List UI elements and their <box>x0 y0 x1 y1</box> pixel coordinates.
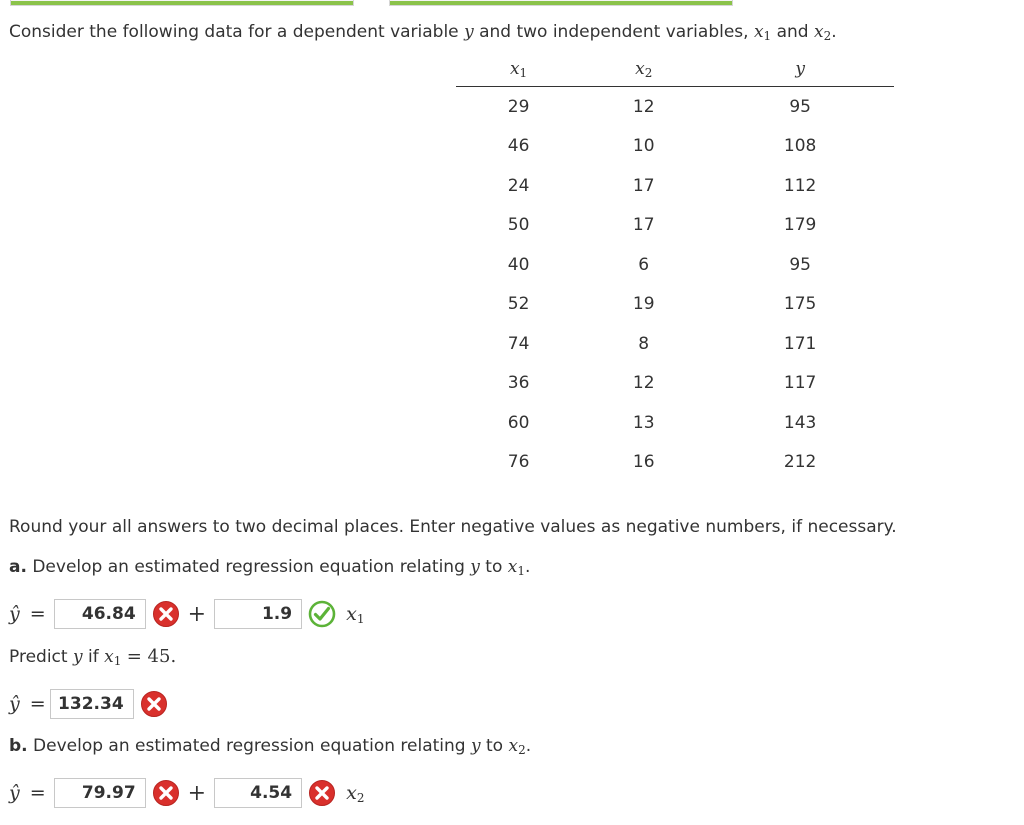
part-b-term-variable: x2 <box>346 782 365 805</box>
yhat-symbol: ŷ <box>9 693 20 715</box>
part-a-intercept-input[interactable]: 46.84 <box>54 599 146 629</box>
table-row: 52 19 175 <box>507 294 817 315</box>
part-a-slope-input[interactable]: 1.9 <box>214 599 302 629</box>
part-b-equation <box>9 777 364 809</box>
incorrect-icon <box>308 779 336 807</box>
header-x2: x2 <box>581 52 706 87</box>
equals-sign: = <box>29 693 46 715</box>
table-row: 24 17 112 <box>507 175 817 196</box>
tab-progress-bar <box>11 1 353 5</box>
table-row: 60 13 143 <box>507 412 817 433</box>
incorrect-icon <box>140 690 168 718</box>
predict-prompt: Predict y if x1 = 45. <box>9 646 177 668</box>
correct-check-icon <box>308 600 336 628</box>
plus-sign: + <box>187 601 207 627</box>
part-b-intercept-input[interactable]: 79.97 <box>54 778 146 808</box>
equals-sign: = <box>29 782 46 804</box>
tab-progress-bar <box>390 1 732 5</box>
part-a-prompt: a. Develop an estimated regression equation relating y to x1. <box>9 557 531 578</box>
table-row: 36 12 117 <box>507 373 817 394</box>
table-row: 50 17 179 <box>507 215 817 236</box>
table-row: 40 6 95 <box>507 254 811 275</box>
yhat-symbol: ŷ <box>9 782 20 804</box>
prediction-input[interactable]: 132.34 <box>50 689 134 719</box>
plus-sign: + <box>187 780 207 806</box>
equals-sign: = <box>29 603 46 625</box>
table-row: 76 16 212 <box>507 452 817 473</box>
table-row: 29 12 95 <box>507 96 811 117</box>
incorrect-icon <box>152 779 180 807</box>
data-table <box>456 52 894 482</box>
part-b-prompt: b. Develop an estimated regression equation relating y to x2. <box>9 736 532 757</box>
incorrect-icon <box>152 600 180 628</box>
yhat-symbol: ŷ <box>9 603 20 625</box>
predict-value: = 45. <box>126 646 177 667</box>
part-a-equation <box>9 598 364 630</box>
part-b-slope-input[interactable]: 4.54 <box>214 778 302 808</box>
instructions: Round your all answers to two decimal places. Enter negative values as negative numbers, if necessary. <box>9 517 897 537</box>
top-tab-right[interactable] <box>389 0 733 6</box>
table-row: 46 10 108 <box>507 136 817 157</box>
top-tab-left[interactable] <box>10 0 354 6</box>
header-y: y <box>706 52 894 87</box>
header-x1: x1 <box>456 52 581 87</box>
problem-intro: Consider the following data for a dependent variable y and two independent variables, x1 and x2. <box>9 22 837 43</box>
table-header-row <box>456 52 894 87</box>
prediction-equation <box>9 688 168 720</box>
part-a-term-variable: x1 <box>346 603 365 626</box>
table-row: 74 8 171 <box>507 333 817 354</box>
